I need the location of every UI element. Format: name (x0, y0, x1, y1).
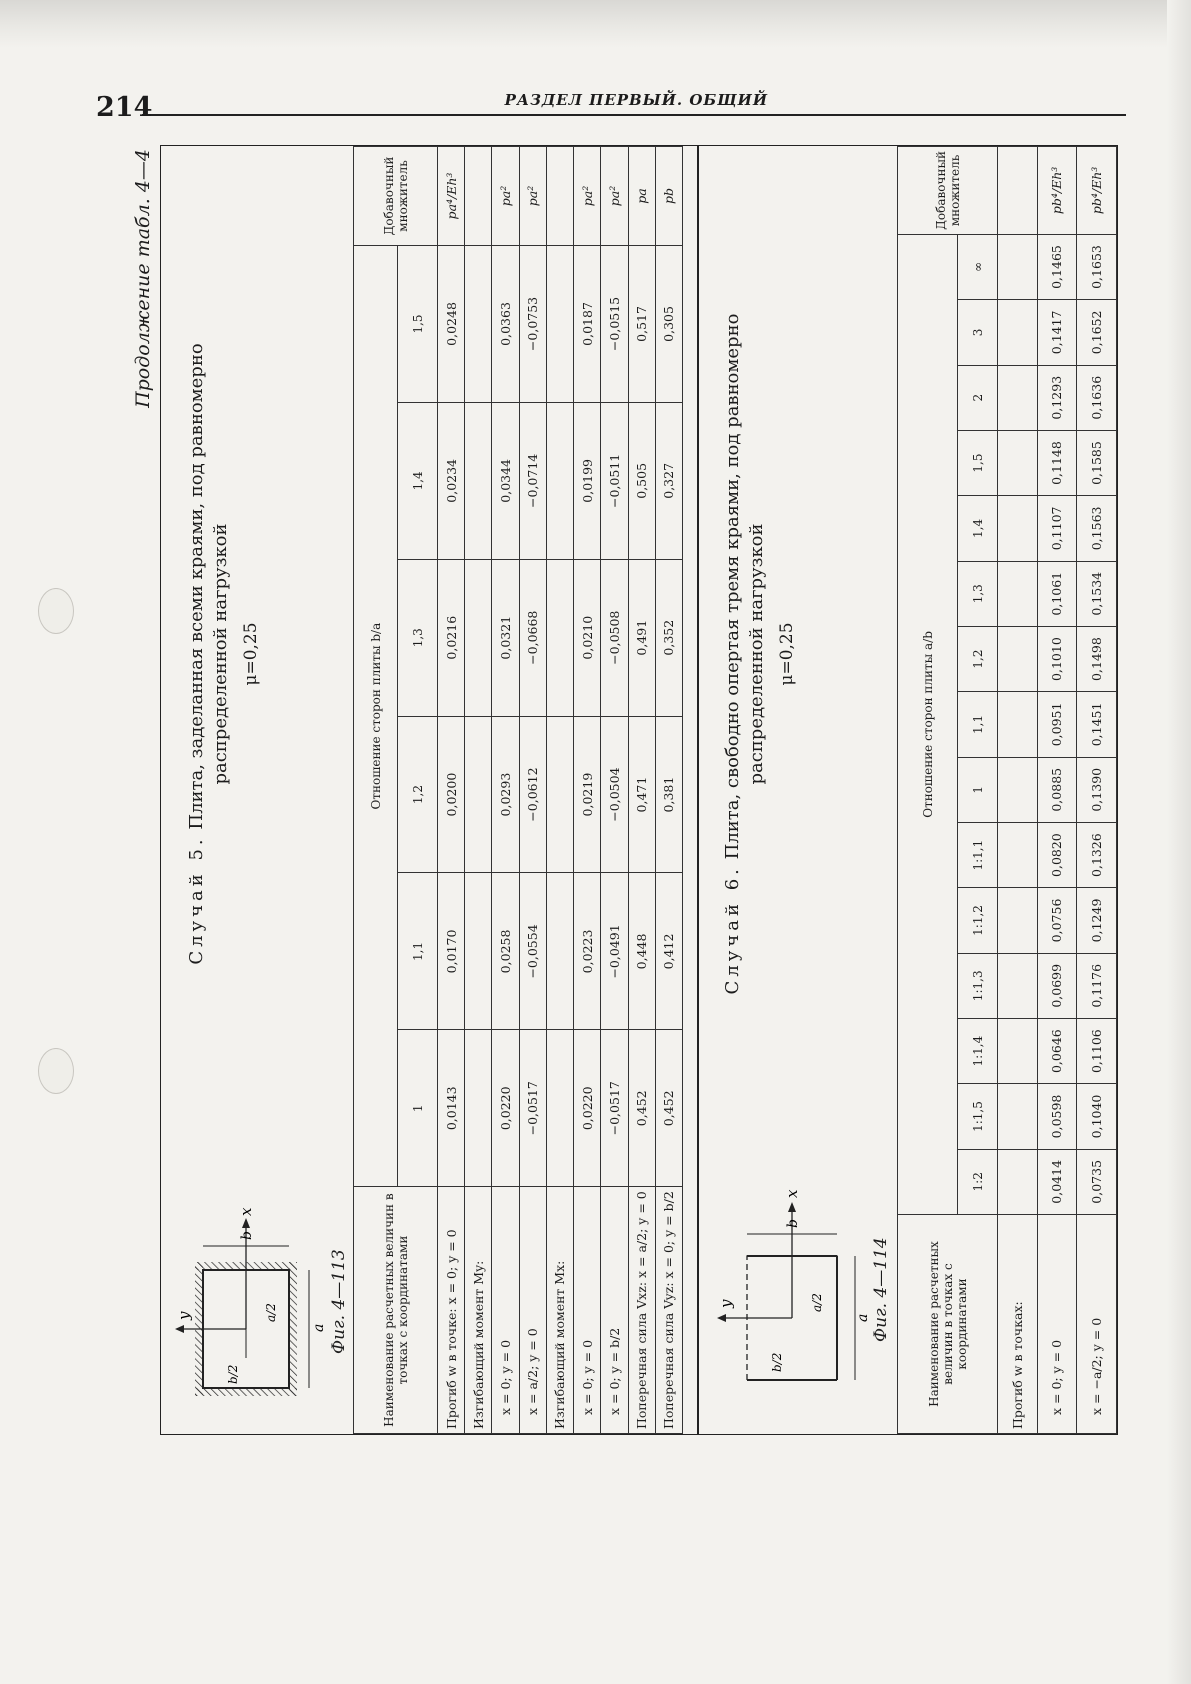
case5-col-header: 1,4 (398, 402, 438, 559)
case5-cell (465, 1030, 492, 1187)
case6-cell: 0,0598 (1037, 1084, 1077, 1149)
plate-figure-114 (717, 1170, 871, 1420)
case5-cell: 0,0234 (438, 402, 465, 559)
case6-cell: 0,1107 (1037, 496, 1077, 561)
fig114-b-label: b (785, 1219, 801, 1228)
case5-title-line2: распределенной нагрузкой (210, 523, 231, 785)
case6-cell (998, 626, 1038, 691)
case5-cell: −0,0517 (601, 1030, 628, 1187)
case6-cell (998, 888, 1038, 953)
case6-cell (998, 234, 1038, 299)
case6-title-line2: распределенной нагрузкой (746, 523, 767, 785)
case5-cell: 0,505 (628, 402, 655, 559)
table-row (601, 147, 628, 1434)
fig113-b-half-label: b/2 (226, 1364, 240, 1384)
table-row (1037, 147, 1077, 1434)
case6-name-header: Наименование расчетных величин в точках с координатами (898, 1215, 998, 1434)
case6-col-header: 1:1,3 (958, 953, 998, 1018)
case5-cell: 0,0220 (492, 1030, 519, 1187)
scan-shadow-top (0, 0, 1191, 48)
case5-col-header: 1,5 (398, 246, 438, 403)
case5-title-line1: Плита, заделанная всеми краями, под равномерно (186, 343, 207, 830)
case5-cell: −0,0554 (519, 873, 546, 1030)
fig113-a-label: a (311, 1323, 327, 1332)
case6-cell: 0,1653 (1077, 234, 1117, 299)
table-row (655, 147, 682, 1434)
case5-cell: 0,352 (655, 559, 682, 716)
page-number: 214 (96, 92, 153, 123)
case5-cell (465, 402, 492, 559)
case5-cell: 0,381 (655, 716, 682, 873)
case5-cell: 0,452 (655, 1030, 682, 1187)
case6-cell: 0,1652 (1077, 300, 1117, 365)
case5-cell: −0,0517 (519, 1030, 546, 1187)
case6-cell: 0,1417 (1037, 300, 1077, 365)
case5-cell (465, 716, 492, 873)
case5-cell: −0,0753 (519, 246, 546, 403)
case5-row-label: x = 0; y = 0 (574, 1187, 601, 1434)
case6-cell (998, 822, 1038, 887)
case5-table (353, 146, 683, 1434)
case5-multiplier: pb (655, 147, 682, 246)
case5-cell: 0,0200 (438, 716, 465, 873)
table-row (519, 147, 546, 1434)
case5-cell: 0,0210 (574, 559, 601, 716)
case5-cell: 0,305 (655, 246, 682, 403)
case6-cell (998, 300, 1038, 365)
plate-figure-113 (175, 1184, 325, 1424)
case6-cell: 0,1451 (1077, 692, 1117, 757)
case5-cell: −0,0612 (519, 716, 546, 873)
case5-cell: −0,0491 (601, 873, 628, 1030)
case6-col-header: 1:1,1 (958, 822, 998, 887)
case5-cell: 0,0220 (574, 1030, 601, 1187)
case5-cell: 0,0223 (574, 873, 601, 1030)
table-row (492, 147, 519, 1434)
case6-col-header: 1 (958, 757, 998, 822)
case5-cell: 0,0219 (574, 716, 601, 873)
case5-cell: −0,0511 (601, 402, 628, 559)
case6-col-header: 1:2 (958, 1149, 998, 1214)
case5-cell: 0,0248 (438, 246, 465, 403)
case6-cell: 0,1326 (1077, 822, 1117, 887)
scan-shadow-right (1167, 0, 1191, 1684)
case6-cell: 0,0735 (1077, 1149, 1117, 1214)
case6-cell (998, 1084, 1038, 1149)
case6-cell: 0,0414 (1037, 1149, 1077, 1214)
case5-multiplier: pa² (519, 147, 546, 246)
case6-col-header: 1,2 (958, 626, 998, 691)
case6-col-header: 1,1 (958, 692, 998, 757)
case5-cell: 0,448 (628, 873, 655, 1030)
case6-cell: 0,1148 (1037, 430, 1077, 495)
case6-col-header: 1,5 (958, 430, 998, 495)
case6-row-label: x = −a/2; y = 0 (1077, 1215, 1117, 1434)
case6-cell (998, 496, 1038, 561)
fig114-a-label: a (855, 1313, 871, 1322)
case6-cell (998, 365, 1038, 430)
case6-cell: 0,0646 (1037, 1018, 1077, 1083)
case6-mu: μ=0,25 (777, 622, 797, 686)
case5-multiplier: pa⁴/Eh³ (438, 147, 465, 246)
case6-row-label: x = 0; y = 0 (1037, 1215, 1077, 1434)
case6-cell (998, 430, 1038, 495)
case5-cell: 0,471 (628, 716, 655, 873)
case6-cell (998, 757, 1038, 822)
case5-cell: 0,327 (655, 402, 682, 559)
case5-cell: 0,0216 (438, 559, 465, 716)
continuation-label: Продолжение табл. 4—4 (132, 149, 154, 408)
table-row (546, 147, 573, 1434)
case6-cell: 0,1010 (1037, 626, 1077, 691)
fig114-b-half-label: b/2 (770, 1352, 784, 1372)
case5-cell: 0,452 (628, 1030, 655, 1187)
table-row (998, 147, 1038, 1434)
case5-multiplier: pa² (492, 147, 519, 246)
case6-cell: 0,1061 (1037, 561, 1077, 626)
table-row (465, 147, 492, 1434)
case5-cell (546, 246, 573, 403)
case5-title (185, 174, 233, 1134)
case5-cell (546, 559, 573, 716)
case5-cell (546, 873, 573, 1030)
case6-cell (998, 561, 1038, 626)
section-title: РАЗДЕЛ ПЕРВЫЙ. ОБЩИЙ (497, 91, 776, 109)
case6-col-header: 2 (958, 365, 998, 430)
case6-cell: 0,1293 (1037, 365, 1077, 430)
case5-cell: −0,0515 (601, 246, 628, 403)
case5-cell: 0,0363 (492, 246, 519, 403)
case5-row-label: Изгибающий момент My: (465, 1187, 492, 1434)
case6-table-body (998, 147, 1117, 1434)
case5-cell: 0,0344 (492, 402, 519, 559)
case5-col-header: 1,2 (398, 716, 438, 873)
case6-table (897, 146, 1117, 1434)
case5-cell: 0,0143 (438, 1030, 465, 1187)
case6-cell: 0,1498 (1077, 626, 1117, 691)
case6-multiplier: pb⁴/Eh³ (1037, 147, 1077, 235)
case6-multiplier: pb⁴/Eh³ (1077, 147, 1117, 235)
case5-name-header: Наименование расчетных величин в точках с координатами (354, 1187, 438, 1434)
fig114-caption: Фиг. 4—114 (871, 1237, 891, 1342)
case6-ratio-header: Отношение сторон плиты a/b (898, 234, 958, 1214)
case5-cell (465, 559, 492, 716)
case5-cell: 0,0187 (574, 246, 601, 403)
case6-label: Случай 6. (722, 865, 743, 995)
case5-multiplier (465, 147, 492, 246)
case6-cell (998, 953, 1038, 1018)
case5-row-label: x = a/2; y = 0 (519, 1187, 546, 1434)
case6-col-header: ∞ (958, 234, 998, 299)
case5-cell (465, 246, 492, 403)
case6-cell (998, 1149, 1038, 1214)
case6-row-label: Прогиб w в точках: (998, 1215, 1038, 1434)
case6-cell: 0,1390 (1077, 757, 1117, 822)
case6-cell: 0,1176 (1077, 953, 1117, 1018)
case5-mult-header: Добавочный множитель (354, 147, 438, 246)
case5-row-label: x = 0; y = 0 (492, 1187, 519, 1434)
case6-col-header: 1,3 (958, 561, 998, 626)
rotated-page-body (128, 145, 1118, 1435)
case5-col-header: 1,3 (398, 559, 438, 716)
case5-cell: 0,0170 (438, 873, 465, 1030)
running-head (96, 92, 1126, 126)
case5-cell: 0,0258 (492, 873, 519, 1030)
case5-cell: 0,0199 (574, 402, 601, 559)
case5-cell (546, 402, 573, 559)
case5-cell: −0,0668 (519, 559, 546, 716)
case5-ratio-header: Отношение сторон плиты b/a (354, 246, 398, 1187)
case5-cell: −0,0508 (601, 559, 628, 716)
binder-hole-lower (38, 1048, 74, 1094)
case5-multiplier (546, 147, 573, 246)
table-row (628, 147, 655, 1434)
case6-cell: 0,0699 (1037, 953, 1077, 1018)
case6-col-header: 1:1,4 (958, 1018, 998, 1083)
case5-multiplier: pa (628, 147, 655, 246)
case5-multiplier: pa² (574, 147, 601, 246)
case5-mu: μ=0,25 (241, 622, 261, 686)
case5-cell: 0,0321 (492, 559, 519, 716)
case6-cell: 0,1585 (1077, 430, 1117, 495)
case5-cell: −0,0504 (601, 716, 628, 873)
table-row (438, 147, 465, 1434)
case5-row-label: x = 0; y = b/2 (601, 1187, 628, 1434)
case6-cell (998, 1018, 1038, 1083)
case6-col-header: 3 (958, 300, 998, 365)
case6-cell: 0,1534 (1077, 561, 1117, 626)
case5-table-body (438, 147, 683, 1434)
case-divider (697, 146, 699, 1434)
binder-hole-upper (38, 588, 74, 634)
table-row (1077, 147, 1117, 1434)
case6-col-header: 1:1,5 (958, 1084, 998, 1149)
fig113-x-label: x (237, 1207, 255, 1216)
case5-row-label: Поперечная сила Vxz: x = a/2; y = 0 (628, 1187, 655, 1434)
case5-row-label: Изгибающий момент Mx: (546, 1187, 573, 1434)
case6-cell: 0,1563 (1077, 496, 1117, 561)
case5-cell (546, 1030, 573, 1187)
case6-cell: 0,1040 (1077, 1084, 1117, 1149)
case6-multiplier (998, 147, 1038, 235)
table-frame (160, 145, 1118, 1435)
case5-cell (546, 716, 573, 873)
case6-cell: 0,1465 (1037, 234, 1077, 299)
fig114-x-label: x (783, 1189, 801, 1198)
case5-cell: 0,517 (628, 246, 655, 403)
fig113-b-label: b (239, 1231, 255, 1240)
case5-label: Случай 5. (186, 835, 207, 965)
case6-col-header: 1:1,2 (958, 888, 998, 953)
case5-cell (465, 873, 492, 1030)
fig114-y-label: y (717, 1299, 735, 1308)
case6-col-header: 1,4 (958, 496, 998, 561)
case6-title (721, 174, 769, 1134)
fig113-caption: Фиг. 4—113 (329, 1249, 349, 1354)
case5-col-header: 1,1 (398, 873, 438, 1030)
case6-cell: 0,0820 (1037, 822, 1077, 887)
case6-cell: 0,0951 (1037, 692, 1077, 757)
case5-row-label: Поперечная сила Vyz: x = 0; y = b/2 (655, 1187, 682, 1434)
case5-col-header: 1 (398, 1030, 438, 1187)
case6-cell: 0,0756 (1037, 888, 1077, 953)
head-rule (142, 114, 1126, 116)
case6-cell: 0,1636 (1077, 365, 1117, 430)
case6-cell: 0,0885 (1037, 757, 1077, 822)
case5-cell: 0,412 (655, 873, 682, 1030)
case6-cell (998, 692, 1038, 757)
case5-cell: −0,0714 (519, 402, 546, 559)
case6-cell: 0,1106 (1077, 1018, 1117, 1083)
case5-cell: 0,0293 (492, 716, 519, 873)
case5-multiplier: pa² (601, 147, 628, 246)
case5-row-label: Прогиб w в точке: x = 0; y = 0 (438, 1187, 465, 1434)
case6-cell: 0,1249 (1077, 888, 1117, 953)
case6-title-line1: Плита, свободно опертая тремя краями, под равномерно (722, 313, 743, 860)
fig113-a-half-label: a/2 (264, 1303, 278, 1322)
case5-cell: 0,491 (628, 559, 655, 716)
fig113-y-label: y (175, 1311, 193, 1320)
table-row (574, 147, 601, 1434)
fig114-a-half-label: a/2 (810, 1293, 824, 1312)
case6-mult-header: Добавочный множитель (898, 147, 998, 235)
